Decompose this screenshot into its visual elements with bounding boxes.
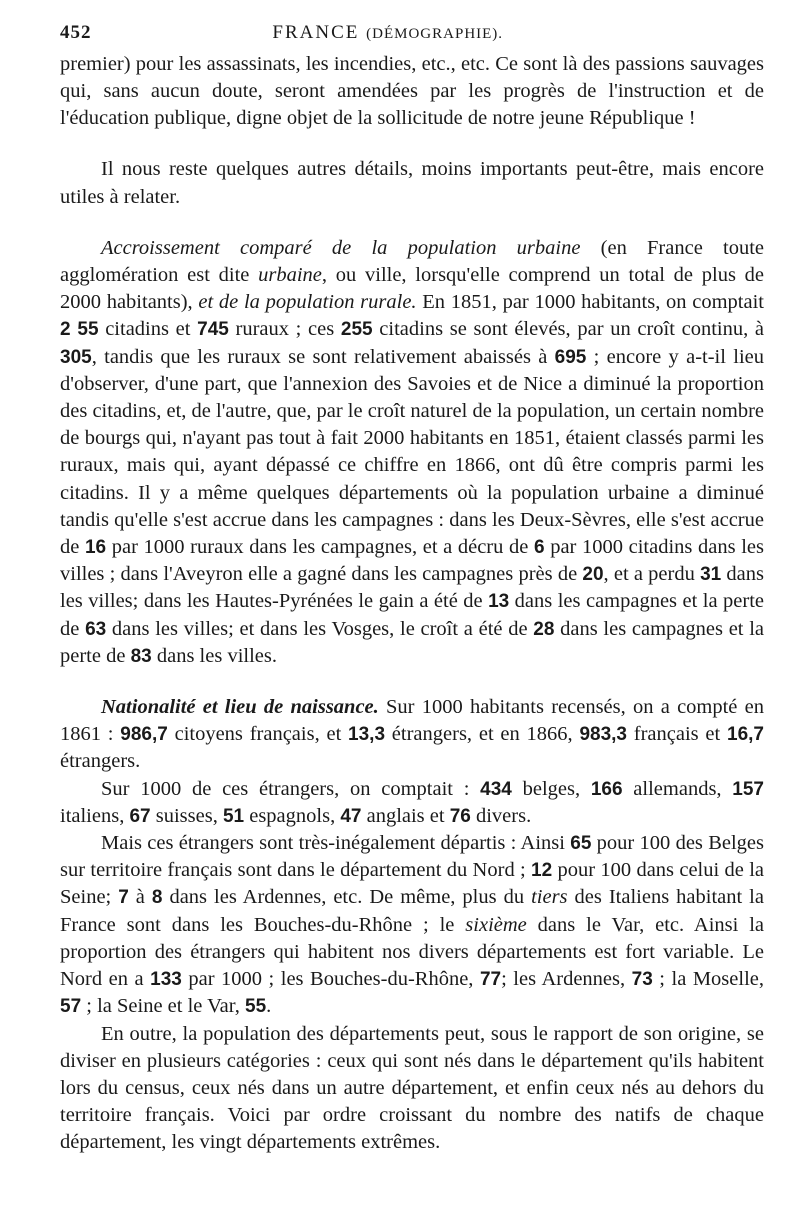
page-number: 452 xyxy=(60,22,92,43)
paragraph-details: Il nous reste quelques autres détails, moins importants peut-être, mais encore utiles à relater. xyxy=(60,158,764,208)
running-header xyxy=(60,22,764,45)
paragraph-urban-rural: Accroissement comparé de la population urbaine (en France toute agglomération est dite urbaine, ou ville, lorsqu'elle comprend un total de plus de 2000 habitants), et de la population rurale. En 1851, par 1000 habitants, on comptait 2 55 citadins et 745 ruraux ; ces 255 citadins se sont élevés, par un croît continu, à 305, tandis que les ruraux se sont relativement abaissés à 695 ; encore y a-t-il lieu d'observer, d'une part, que l'annexion des Savoies et de Nice a diminué la proportion des citadins, et, de l'autre, que, par le croît naturel de la population, un certain nombre de bourgs qui, n'ayant pas tout à fait 2000 habitants en 1851, étaient classés parmi les ruraux, mais qui, ayant dépassé ce chiffre en 1866, ont dû être compris parmi les citadins. Il y a même quelques départements où la population urbaine a diminué tandis qu'elle s'est accrue dans les campagnes : dans les Deux-Sèvres, elle s'est accrue de 16 par 1000 ruraux dans les campagnes, et a décru de 6 par 1000 citadins dans les villes ; dans l'Aveyron elle a gagné dans les campagnes près de 20, et a perdu 31 dans les villes; dans les Hautes-Pyrénées le gain a été de 13 dans les campagnes et la perte de 63 dans les villes; et dans les Vosges, le croît a été de 28 dans les campagnes et la perte de 83 dans les villes. xyxy=(60,236,765,667)
running-title xyxy=(92,22,685,45)
paragraph-foreigners-distribution: Mais ces étrangers sont très-inégalement départis : Ainsi 65 pour 100 des Belges sur territoire français sont dans le département du Nord ; 12 pour 100 dans celui de la Seine; 7 à 8 dans les Ardennes, etc. De même, plus du tiers des Italiens habitant la France sont dans les Bouches-du-Rhône ; le sixième dans le Var, etc. Ainsi la proportion des étrangers qui habitent nos divers départements est fort variable. Le Nord en a 133 par 1000 ; les Bouches-du-Rhône, 77; les Ardennes, 73 ; la Moselle, 57 ; la Seine et le Var, 55. xyxy=(60,832,764,1018)
paragraph-continuation: premier) pour les assassinats, les incendies, etc., etc. Ce sont là des passions sauvages qui, sans aucun doute, seront amendées par les progrès de l'instruction et de l'éducation publique, digne objet de la sollicitude de notre jeune République ! xyxy=(60,52,764,130)
running-title-main: FRANCE xyxy=(272,22,360,43)
section-lead-urban: Accroissement comparé de la population urbaine xyxy=(101,236,581,259)
section-lead-nationality: Nationalité et lieu de naissance. xyxy=(101,696,379,719)
paragraph-foreigners-count: Sur 1000 de ces étrangers, on comptait : 434 belges, 166 allemands, 157 italiens, 67 suisses, 51 espagnols, 47 anglais et 76 divers. xyxy=(60,777,764,827)
paragraph-nationality: Nationalité et lieu de naissance. Sur 1000 habitants recensés, on a compté en 1861 : 986,7 citoyens français, et 13,3 étrangers, et en 1866, 983,3 français et 16,7 étrangers. xyxy=(60,696,764,773)
paragraph-origin: En outre, la population des départements peut, sous le rapport de son origine, se diviser en plusieurs catégories : ceux qui sont nés dans le département qu'ils habitent lors du census, ceux nés dans un autre département, et enfin ceux nés au dehors du territoire français. Voici par ordre croissant du nombre des natifs de chaque département, les vingt départements extrêmes. xyxy=(60,1022,764,1154)
running-title-subtitle: (DÉMOGRAPHIE). xyxy=(366,26,504,42)
